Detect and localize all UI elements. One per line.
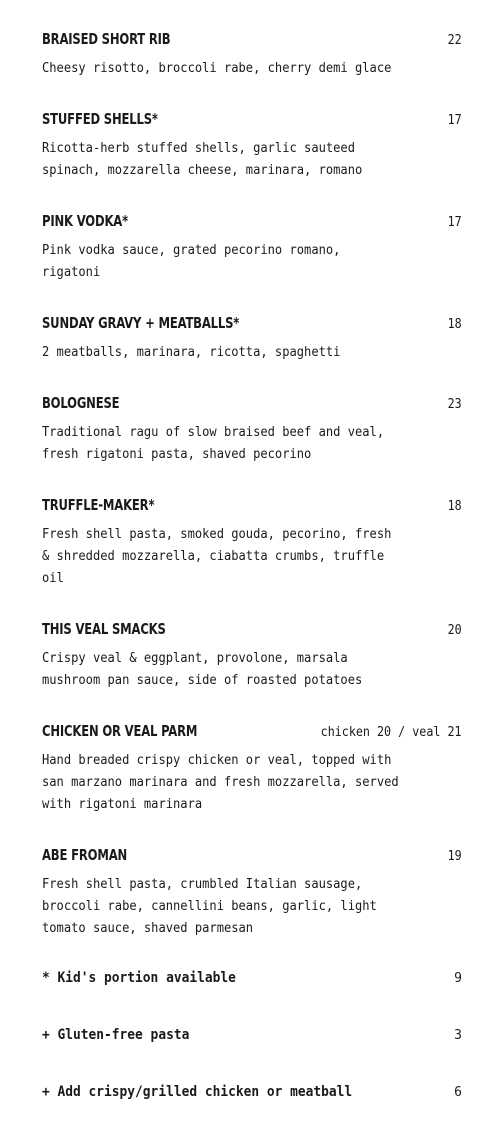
note-price: 3 — [454, 1028, 462, 1043]
item-description: Cheesy risotto, broccoli rabe, cherry demi glace — [42, 61, 392, 76]
item-name: CHICKEN OR VEAL PARM — [42, 722, 198, 740]
item-description: Ricotta-herb stuffed shells, garlic sauteed spinach, mozzarella cheese, marinara, romano — [42, 141, 363, 178]
item-name: BOLOGNESE — [42, 394, 120, 412]
note-text: * Kid's portion available — [42, 970, 236, 986]
item-description: Traditional ragu of slow braised beef and veal, fresh rigatoni pasta, shaved pecorino — [42, 425, 385, 462]
item-description: Hand breaded crispy chicken or veal, topped with san marzano marinara and fresh mozzarella, served with rigatoni marinara — [42, 753, 399, 812]
item-name: TRUFFLE-MAKER* — [42, 496, 155, 514]
menu-item-header — [42, 314, 462, 336]
item-name: THIS VEAL SMACKS — [42, 620, 166, 638]
menu-item-stuffed-shells — [42, 110, 462, 182]
item-name: PINK VODKA* — [42, 212, 128, 230]
menu-item-header — [42, 30, 462, 52]
menu-item-header — [42, 110, 462, 132]
item-description: Pink vodka sauce, grated pecorino romano, rigatoni — [42, 243, 341, 280]
item-price: 17 — [447, 113, 462, 128]
item-price: 18 — [447, 499, 462, 514]
pasta-menu — [42, 30, 462, 1141]
menu-item-bolognese — [42, 394, 462, 466]
item-price: 22 — [447, 33, 462, 48]
note-add-protein — [42, 1084, 462, 1106]
menu-item-header — [42, 496, 462, 518]
menu-item-truffle-maker — [42, 496, 462, 590]
item-description: 2 meatballs, marinara, ricotta, spaghetti — [42, 345, 341, 360]
note-kids-portion — [42, 970, 462, 992]
menu-item-header — [42, 846, 462, 868]
menu-item-sunday-gravy — [42, 314, 462, 364]
item-name: SUNDAY GRAVY + MEATBALLS* — [42, 314, 240, 332]
item-price: 18 — [447, 317, 462, 332]
menu-item-abe-froman — [42, 846, 462, 940]
menu-item-header — [42, 212, 462, 234]
item-name: STUFFED SHELLS* — [42, 110, 158, 128]
item-price: 19 — [447, 849, 462, 864]
item-description: Fresh shell pasta, smoked gouda, pecorino, fresh & shredded mozzarella, ciabatta crumbs, truffle oil — [42, 527, 392, 586]
menu-item-header — [42, 722, 462, 744]
item-price: 20 — [447, 623, 462, 638]
menu-item-braised-short-rib — [42, 30, 462, 80]
item-description: Fresh shell pasta, crumbled Italian sausage, broccoli rabe, cannellini beans, garlic, light tomato sauce, shaved parmesan — [42, 877, 377, 936]
menu-item-chicken-or-veal-parm — [42, 722, 462, 816]
menu-item-header — [42, 620, 462, 642]
item-name: ABE FROMAN — [42, 846, 128, 864]
item-price: 23 — [447, 397, 462, 412]
note-text: + Gluten-free pasta — [42, 1027, 190, 1043]
note-gluten-free — [42, 1027, 462, 1049]
item-description: Crispy veal & eggplant, provolone, marsala mushroom pan sauce, side of roasted potatoes — [42, 651, 363, 688]
item-price: chicken 20 / veal 21 — [321, 725, 462, 740]
item-price: 17 — [447, 215, 462, 230]
note-price: 9 — [454, 971, 462, 986]
menu-item-this-veal-smacks — [42, 620, 462, 692]
note-price: 6 — [454, 1085, 462, 1100]
item-name: BRAISED SHORT RIB — [42, 30, 171, 48]
menu-item-pink-vodka — [42, 212, 462, 284]
note-text: + Add crispy/grilled chicken or meatball — [42, 1084, 353, 1100]
menu-item-header — [42, 394, 462, 416]
